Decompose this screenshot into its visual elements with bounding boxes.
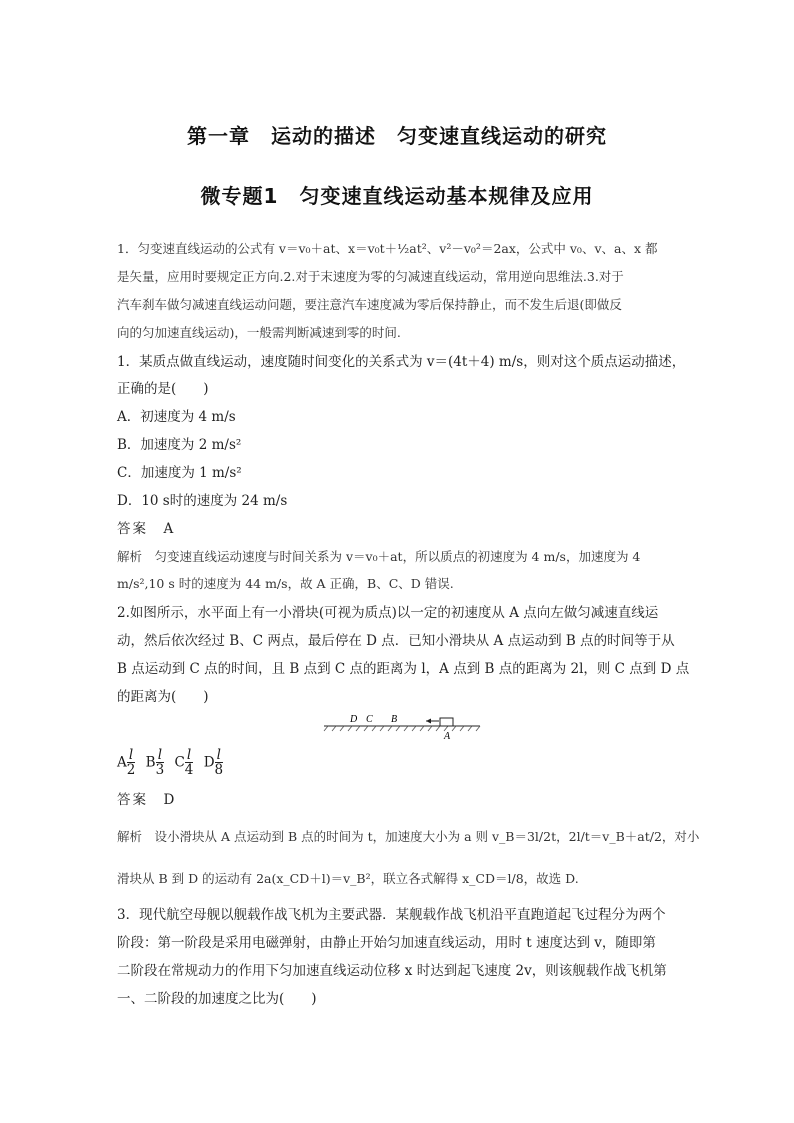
q2-stem-line: 2.如图所示，水平面上有一小滑块(可视为质点)以一定的初速度从 A 点向左做匀减速直线运 (117, 605, 659, 621)
q1-analysis-line: m/s²,10 s 时的速度为 44 m/s，故 A 正确，B、C、D 错误. (117, 576, 454, 591)
intro-line: 是矢量，应用时要规定正方向.2.对于末速度为零的匀减速直线运动，常用逆向思维法.3.对于 (117, 269, 624, 284)
q3-stem-line: 阶段：第一阶段是采用电磁弹射，由静止开始匀加速直线运动，用时 t 速度达到 v，随即第 (117, 935, 656, 951)
q1-option-c: C．加速度为 1 m/s² (117, 465, 242, 481)
fraction: $\frac{l}{4}$ (184, 747, 194, 778)
chapter-title: 第一章 运动的描述 匀变速直线运动的研究 (187, 124, 607, 148)
q3-stem-line: 3．现代航空母舰以舰载作战飞机为主要武器．某舰载作战飞机沿平直跑道起飞过程分为两个 (117, 907, 666, 923)
fraction: $\frac{l}{3}$ (155, 747, 165, 778)
intro-line: 向的匀加速直线运动)，一般需判断减速到零的时间. (117, 325, 401, 340)
q2-option-label: D (203, 754, 215, 771)
point-label-b: B (391, 714, 398, 725)
q2-options (117, 748, 229, 777)
q3-stem-line: 二阶段在常规动力的作用下匀加速直线运动位移 x 时达到起飞速度 2v，则该舰载作战飞机第 (117, 963, 667, 979)
q1-option-b: B．加速度为 2 m/s² (117, 437, 242, 453)
slider-block (440, 718, 453, 726)
q1-stem-line: 1．某质点做直线运动，速度随时间变化的关系式为 v＝(4t＋4) m/s，则对这个质点运动描述， (117, 354, 686, 370)
q2-option (145, 747, 175, 778)
topic-title: 微专题1 匀变速直线运动基本规律及应用 (200, 184, 594, 208)
q2-analysis-line: 解析 设小滑块从 A 点运动到 B 点的时间为 t，加速度大小为 a 则 v_B＝3l/2t，2l/t＝v_B＋at/2，对小 (117, 829, 700, 844)
velocity-arrowhead (426, 719, 431, 724)
fraction: $\frac{l}{2}$ (126, 747, 136, 778)
q1-answer: 答案 A (117, 521, 176, 537)
q3-stem-line: 一、二阶段的加速度之比为( ) (117, 991, 317, 1007)
q2-option (117, 747, 146, 778)
ground-hatching (324, 726, 480, 731)
q2-analysis-line: 滑块从 B 到 D 的运动有 2a(x_CD＋l)＝v_B²，联立各式解得 x_CD＝l/8，故选 D. (117, 871, 579, 886)
q1-option-a: A．初速度为 4 m/s (117, 409, 236, 425)
q2-option-label: B (145, 754, 156, 771)
q1-option-d: D．10 s时的速度为 24 m/s (117, 493, 288, 509)
intro-line: 1．匀变速直线运动的公式有 v＝v₀＋at、x＝v₀t＋½at²、v²－v₀²＝2ax，公式中 v₀、v、a、x 都 (117, 241, 658, 256)
intro-line: 汽车刹车做匀减速直线运动问题，要注意汽车速度减为零后保持静止，而不发生后退(即做反 (117, 297, 622, 312)
q2-answer: 答案 D (117, 792, 177, 808)
q1-analysis-line: 解析 匀变速直线运动速度与时间关系为 v＝v₀＋at，所以质点的初速度为 4 m/s，加速度为 4 (117, 549, 641, 564)
q2-stem-line: 的距离为( ) (117, 689, 209, 705)
q2-option (174, 747, 203, 778)
q2-stem-line: B 点运动到 C 点的时间，且 B 点到 C 点的距离为 l，A 点到 B 点的距离为 2l，则 C 点到 D 点 (117, 661, 690, 677)
q2-option (203, 747, 229, 778)
slider-ground-figure (322, 706, 482, 754)
q1-stem-line: 正确的是( ) (117, 381, 209, 397)
point-label-c: C (366, 714, 373, 725)
fraction: $\frac{l}{8}$ (214, 747, 224, 778)
point-label-d: D (350, 714, 358, 725)
point-label-a: A (444, 731, 451, 742)
q2-option-label: A (117, 754, 127, 771)
q2-option-label: C (174, 754, 185, 771)
q2-stem-line: 动，然后依次经过 B、C 两点，最后停在 D 点．已知小滑块从 A 点运动到 B 点的时间等于从 (117, 633, 675, 649)
